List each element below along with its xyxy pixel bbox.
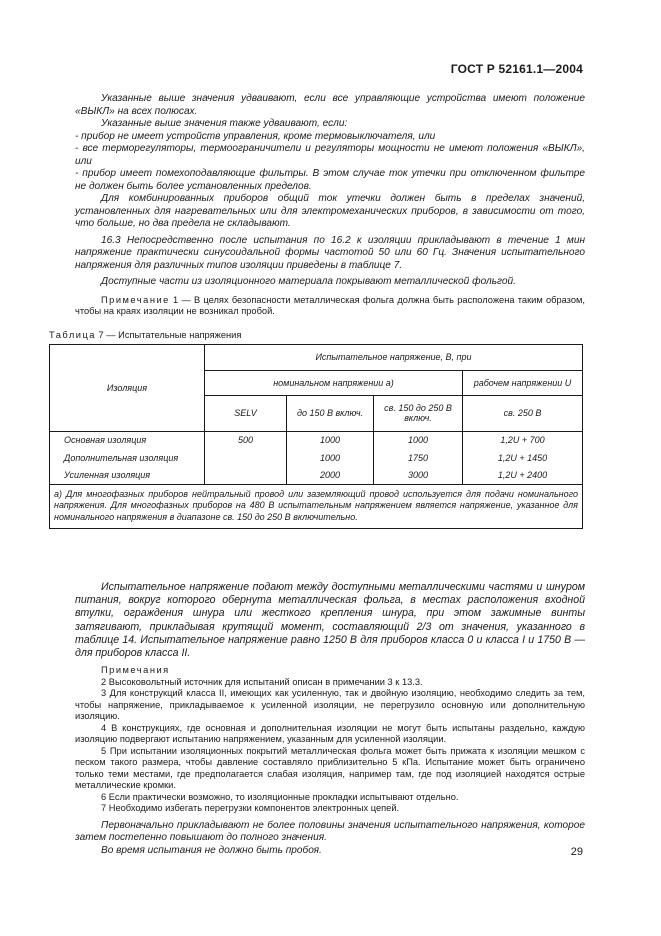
table-caption-text: 7 — Испытательные напряжения [95,329,242,340]
paragraph-double-conditions: Указанные выше значения также удваивают, если: [101,118,348,129]
header-test-voltage: Испытательное напряжение, В, при [205,344,583,370]
subheader-selv: SELV [205,395,287,431]
table-cell: 1,2U + 700 [463,431,583,449]
table-cell: 2000 [287,466,374,484]
subheader-up-to-150: до 150 В включ. [287,395,374,431]
table-caption [49,330,585,340]
table-cell: 1,2U + 1450 [463,449,583,466]
header-nominal-voltage: номинальном напряжении а) [205,370,463,395]
condition-item-3: - прибор имеет помехоподавляющие фильтры. В этом случае ток утечки при отключенном фильтре не должен быть более установленных пределов. [75,168,585,192]
page-body [49,93,585,857]
note-1-text: 1 — В целях безопасности металлическая фольга должна быть расположена таким образом, чтобы на краях изоляции не возникал пробой. [75,294,585,316]
condition-item-1: - прибор не имеет устройств управления, кроме термовыключателя, или [75,130,436,142]
paragraph-initial-voltage: Первоначально прикладывают не более половины значения испытательного напряжения, которое затем постепенно повышают до полного значения. [75,819,585,844]
header-insulation: Изоляция [50,344,205,431]
table-caption-label: Таблица [49,329,96,340]
table-cell: 1,2U + 2400 [463,466,583,484]
note-4: 4 В конструкциях, где основная и дополнительная изоляции не могут быть испытаны раздельно, каждую изоляцию подвергают испытанию напряжением, указанным для усиленной изоляции. [75,722,585,745]
paragraph-no-breakdown: Во время испытания не должно быть пробоя. [101,844,322,856]
row-name-supplementary: Дополнительная изоляция [50,449,205,466]
note-2: 2 Высоковольтный источник для испытаний описан в примечании 3 к 13.3. [101,676,423,687]
document-code: ГОСТ Р 52161.1—2004 [450,62,583,76]
table-cell: 1000 [287,431,374,449]
test-procedure-section [75,581,585,857]
paragraph-test-voltage-application: Испытательное напряжение подают между доступными металлическими частями и шнуром питания, вокруг которого обернута металлическая фольга, в местах расположения входной втулки, ограждения шнура или жесткого крепления шнура, при этом зажимные винты затягивают, прикладывая крутящий момент, составляющий 2/3 от значения, указанного в таблице 14. Испытательное напряжение равно 1250 В для приборов класса 0 и класса I и 1750 В — для приборов класса II. [75,581,585,660]
paragraph-accessible-parts: Доступные части из изоляционного материала покрывают металлической фольгой. [101,276,516,287]
header-working-voltage: рабочем напряжении U [463,370,583,395]
note-1-label: Примечание [101,294,170,305]
row-name-reinforced: Усиленная изоляция [50,466,205,484]
note-5: 5 При испытании изоляционных покрытий металлическая фольга может быть прижата к изоляции мешком с песком такого размера, чтобы давление составляло приблизительно 5 кПа. Испытание может быть ограничено только теми местами, где предполагается слабая изоляция, например там, где под изоляцией находятся острые металлические кромки. [75,745,585,791]
table-cell: 500 [205,431,287,449]
table-cell: 1000 [287,449,374,466]
condition-item-2: - все терморегуляторы, термоограничители и регуляторы мощности не имеют положения «ВЫКЛ», или [75,143,585,167]
paragraph-double-values: Указанные выше значения удваивают, если все управляющие устройства имеют положение «ВЫКЛ» на всех полюсах. [75,93,585,117]
note-7: 7 Необходимо избегать перегрузки компонентов электронных цепей. [101,803,400,814]
paragraph-16-3: 16.3 Непосредственно после испытания по 16.2 к изоляции прикладывают в течение 1 мин напряжение практически синусоидальной формы частотой 50 или 60 Гц. Значения испытательного напряжения для различных типов изоляции приведены в таблице 7. [75,234,585,271]
table-cell [205,466,287,484]
note-3: 3 Для конструкций класса II, имеющих как усиленную, так и двойную изоляцию, необходимо следить за тем, чтобы напряжение, прикладываемое к усиленной изоляции, не перегрузило основную или дополнительную изоляцию. [75,688,585,722]
paragraph-combined-appliances: Для комбинированных приборов общий ток утечки должен быть в пределах значений, установленных для нагревательных или для электромеханических приборов, в зависимости от того, что больше, но два предела не складывают. [75,193,585,229]
row-name-basic: Основная изоляция [50,431,205,449]
table-cell [205,449,287,466]
table-footnote: а) Для многофазных приборов нейтральный провод или заземляющий провод используется для подачи номинального напряжения. Для многофазных приборов на 480 В испытательным напряжением является напряжение, указанное для номинального напряжения в диапазоне св. 150 до 250 В включительно. [50,484,583,529]
table-cell: 1750 [374,449,463,466]
table-cell: 1000 [374,431,463,449]
page-number: 29 [570,846,583,858]
subheader-over-250: св. 250 В [463,395,583,431]
table-cell: 3000 [374,466,463,484]
test-voltage-table [49,344,583,530]
notes-heading: Примечания [101,665,170,676]
subheader-150-250: св. 150 до 250 В включ. [374,395,463,431]
note-6: 6 Если практически возможно, то изоляционные прокладки испытывают отдельно. [101,791,459,802]
note-1 [75,295,585,318]
